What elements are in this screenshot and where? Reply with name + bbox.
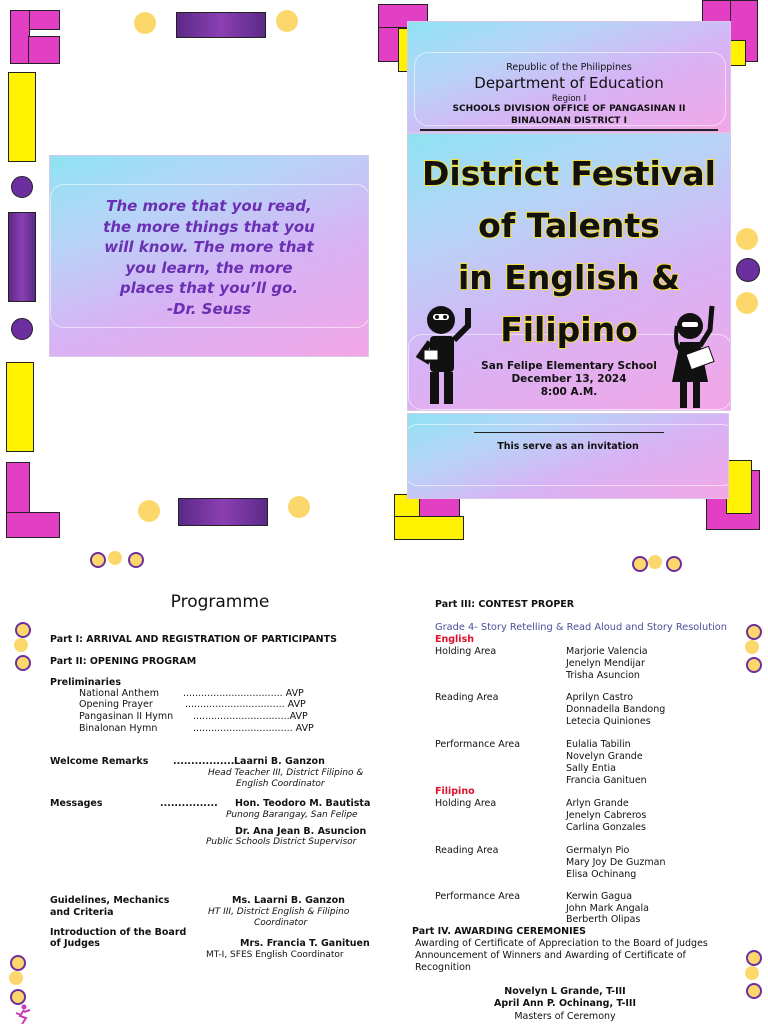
area-label: Holding Area [435,646,497,657]
division-label: SCHOOLS DIVISION OFFICE OF PANGASINAN II [452,104,686,114]
prelim-item [79,711,308,723]
gold-dot [736,228,758,250]
welcome-role: English Coordinator [236,779,325,789]
gold-dot [138,500,160,522]
area-name: Jenelyn Mendijar [566,658,645,669]
area-name: Novelyn Grande [566,751,643,762]
top-bar-purple [176,12,266,38]
area-name: Eulalia Tabilin [566,739,631,750]
side-dot [10,955,26,971]
area-label: Reading Area [435,845,499,856]
programme-heading: Programme [170,592,270,612]
side-bar-purple [8,212,36,302]
invitation-panel [408,414,728,498]
guidelines-label: Guidelines, Mechanics [50,895,170,906]
area-label: Reading Area [435,692,499,703]
quote-line: places that you’ll go. [119,279,299,297]
area-name: Letecia Quiniones [566,716,651,727]
messages-label: Messages [50,798,103,809]
area-name: Donnadella Bandong [566,704,666,715]
messages-role: Punong Barangay, San Felipe [226,810,358,820]
quote-line: the more things that you [103,217,315,236]
area-name: John Mark Angala [566,903,649,914]
republic-label: Republic of the Philippines [506,62,632,73]
corner-block-bl-yellow-2 [394,516,464,540]
guidelines-label: and Criteria [50,907,114,918]
small-dot [648,555,662,569]
district-label: BINALONAN DISTRICT I [511,116,627,126]
side-bar-yellow [8,72,36,162]
region-label: Region I [551,94,587,104]
side-dot [746,983,762,999]
area-name: Elisa Ochinang [566,869,637,880]
area-name: Arlyn Grande [566,798,629,809]
award-item: Announcement of Winners and Awarding of Certificate of [415,950,686,961]
event-title-line: District Festival [422,154,716,193]
judges-label: of Judges [50,938,100,949]
part1-heading: Part I: ARRIVAL AND REGISTRATION OF PARTICIPANTS [50,634,337,645]
messages-dots: ................ [160,798,218,809]
guidelines-role: HT III, District English & Filipino [208,907,350,917]
side-dot [15,655,31,671]
prelim-label: Pangasinan II Hymn [79,711,174,722]
department-title: Department of Education [474,74,664,92]
side-dot [745,966,759,980]
judges-role: MT-I, SFES English Coordinator [206,950,344,960]
prelim-leader: ................................. AVP [193,723,314,734]
prelim-label: National Anthem [79,688,159,699]
prelim-item [79,688,304,700]
bottom-bar-purple [178,498,268,526]
prelim-leader: ................................. AVP [185,699,306,710]
quote-line: The more that you read, [106,197,312,215]
event-title-line: in English & [458,258,680,297]
english-heading: English [435,634,474,645]
purple-dot [736,258,760,282]
corner-block-tl-3 [28,36,60,64]
welcome-name: Laarni B. Ganzon [234,756,325,767]
header-rule [420,129,718,131]
welcome-label: Welcome Remarks [50,756,149,767]
event-title-line: of Talents [478,206,660,245]
part4-heading: Part IV. AWARDING CEREMONIES [412,926,586,937]
side-dot [746,657,762,673]
area-name: Aprilyn Castro [566,692,634,703]
prelim-leader: ................................. AVP [183,688,304,699]
part2-heading: Part II: OPENING PROGRAM [50,656,197,667]
messages-name: Hon. Teodoro M. Bautista [235,798,371,809]
mc-name: Novelyn L Grande, T-III [504,986,626,997]
side-dot [14,638,28,652]
event-date: December 13, 2024 [511,373,627,385]
event-title-line: Filipino [500,310,638,349]
quote-text [50,196,368,314]
award-item: Awarding of Certificate of Appreciation to the Board of Judges [415,938,708,949]
area-name: Jenelyn Cabreros [566,810,647,821]
header-panel [408,22,730,132]
corner-block-bl-2 [6,512,60,538]
area-name: Berberth Olipas [566,914,641,925]
small-dot [666,556,682,572]
area-label: Holding Area [435,798,497,809]
side-dot [15,622,31,638]
welcome-role: Head Teacher III, District Filipino & [208,768,364,778]
dancer-icon [12,1004,34,1024]
area-name: Trisha Asuncion [566,670,640,681]
prelim-label: Opening Prayer [79,699,153,710]
event-venue: San Felipe Elementary School [481,360,657,372]
invitation-text: This serve as an invitation [497,441,639,452]
preliminaries-heading: Preliminaries [50,677,121,688]
quote-panel [50,156,368,356]
small-dot [90,552,106,568]
title-panel [408,134,730,410]
area-label: Performance Area [435,891,521,902]
invitation-rule [474,432,664,433]
area-name: Kerwin Gagua [566,891,633,902]
corner-block-br-yellow-2 [726,460,752,514]
quote-author: -Dr. Seuss [166,299,252,314]
area-name: Carlina Gonzales [566,822,646,833]
prelim-item [79,699,306,711]
quote-line: will know. The more that [104,238,314,256]
gold-dot [276,10,298,32]
filipino-heading: Filipino [435,786,475,797]
welcome-dots: ................. [173,756,235,767]
prelim-leader: ................................AVP [193,711,308,722]
grade-heading: Grade 4- Story Retelling & Read Aloud and Story Resolution [435,622,728,633]
gold-dot [134,12,156,34]
side-dot [11,176,33,198]
small-dot [128,552,144,568]
gold-dot [288,496,310,518]
mc-title: Masters of Ceremony [514,1011,616,1022]
mc-name: April Ann P. Ochinang, T-III [494,998,636,1009]
side-dot [746,624,762,640]
area-name: Francia Ganituen [566,775,647,786]
side-bar-yellow-2 [6,362,34,452]
judges-name: Mrs. Francia T. Ganituen [240,938,370,949]
area-name: Germalyn Pio [566,845,630,856]
side-dot [9,971,23,985]
quote-line: you learn, the more [125,258,293,277]
part3-heading: Part III: CONTEST PROPER [435,599,575,610]
award-item: Recognition [415,962,471,973]
prelim-item [79,723,314,735]
corner-block-tl-2 [10,10,30,64]
guidelines-role: Coordinator [254,918,308,928]
side-dot [745,640,759,654]
area-name: Mary Joy De Guzman [566,857,666,868]
guidelines-name: Ms. Laarni B. Ganzon [232,895,345,906]
side-dot [10,989,26,1005]
messages-role: Public Schools District Supervisor [206,837,357,847]
messages-name: Dr. Ana Jean B. Asuncion [235,826,367,837]
event-time: 8:00 A.M. [540,386,598,398]
area-name: Marjorie Valencia [566,646,648,657]
side-dot [11,318,33,340]
small-dot [108,551,122,565]
judges-label: Introduction of the Board [50,927,187,938]
small-dot [632,556,648,572]
gold-dot [736,292,758,314]
area-label: Performance Area [435,739,521,750]
prelim-label: Binalonan Hymn [79,723,158,734]
area-name: Sally Entia [566,763,616,774]
side-dot [746,950,762,966]
